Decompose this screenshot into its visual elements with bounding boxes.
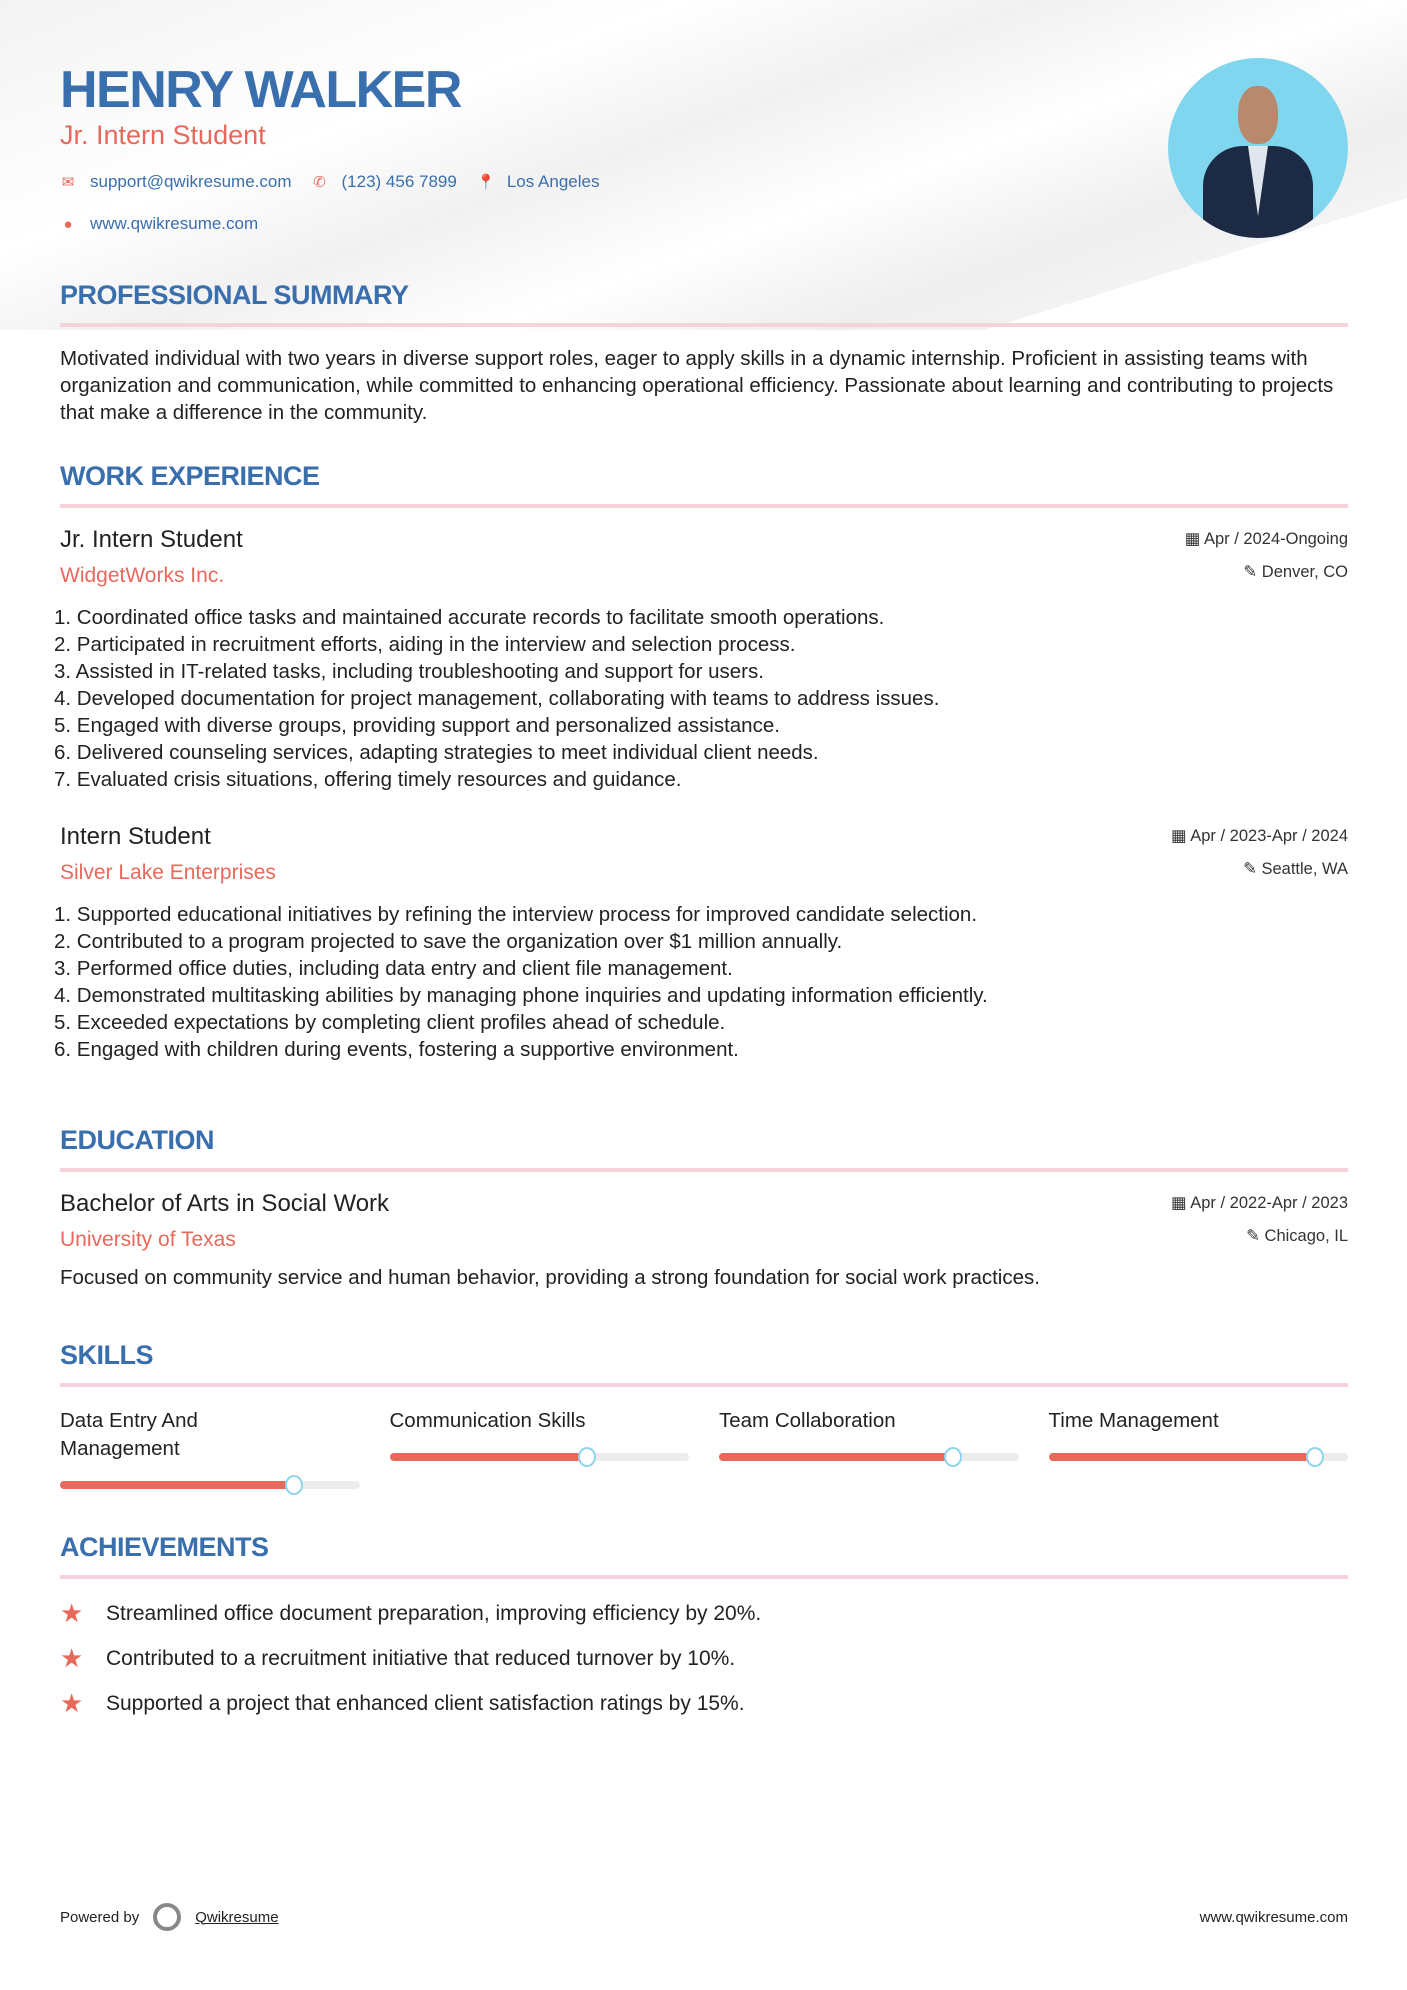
achievements-section [60,1532,1348,1726]
list-item: 1. Supported educational initiatives by refining the interview process for improved candidate selection. [54,903,978,926]
calendar-icon: ▦ [1184,530,1204,548]
list-item: 5. Engaged with diverse groups, providing support and personalized assistance. [54,714,780,737]
divider [60,504,1348,508]
footer-site-link[interactable]: www.qwikresume.com [1199,1908,1348,1926]
list-item: 6. Delivered counseling services, adapting strategies to meet individual client needs. [54,741,819,764]
company: Silver Lake Enterprises [60,861,276,884]
map-pin-icon: 📍 [476,174,496,191]
divider [60,323,1348,327]
skill-item [60,1407,360,1489]
location-text: Los Angeles [506,172,600,191]
section-heading: ACHIEVEMENTS [60,1532,269,1562]
job-title: Intern Student [60,823,211,850]
calendar-icon: ▦ [1170,1194,1191,1212]
website-link[interactable]: www.qwikresume.com [90,214,259,233]
list-item: 4. Demonstrated multitasking abilities by managing phone inquiries and updating information efficiently. [54,984,988,1007]
candidate-title: Jr. Intern Student [60,120,266,150]
section-heading: SKILLS [60,1340,154,1370]
duties-list [54,604,1348,793]
summary-section [60,280,1348,426]
skill-fill [1049,1453,1316,1461]
list-item: 1. Coordinated office tasks and maintained accurate records to facilitate smooth operations. [54,606,885,629]
skill-name: Communication Skills [389,1409,586,1432]
skill-item [719,1407,1019,1489]
list-item: 7. Evaluated crisis situations, offering timely resources and guidance. [54,768,682,791]
envelope-icon: ✉ [61,174,75,191]
list-item: 6. Engaged with children during events, fostering a supportive environment. [54,1038,739,1061]
duties-list [54,901,1348,1063]
achievement-text: Streamlined office document preparation, improving efficiency by 20%. [106,1601,762,1625]
edu-location: Chicago, IL [1264,1227,1348,1245]
skill-bar [60,1481,360,1489]
list-item: 4. Developed documentation for project management, collaborating with teams to address issues. [54,687,940,710]
profile-photo [1168,58,1348,238]
list-item: 5. Exceeded expectations by completing client profiles ahead of schedule. [54,1011,726,1034]
skill-knob [285,1475,303,1495]
skill-knob [1306,1447,1324,1467]
contact-row [60,172,599,192]
achievement-text: Supported a project that enhanced client satisfaction ratings by 15%. [106,1691,745,1715]
star-icon: ★ [60,1688,84,1718]
job-entry [54,526,1348,793]
skill-bar [390,1453,690,1461]
school: University of Texas [60,1228,236,1251]
section-heading: PROFESSIONAL SUMMARY [60,280,409,310]
skill-knob [944,1447,962,1467]
edu-date: Apr / 2022-Apr / 2023 [1190,1194,1348,1212]
divider [60,1383,1348,1387]
pin-icon: ✎ [1243,860,1262,878]
skill-fill [719,1453,953,1461]
skill-name: Time Management [1048,1409,1219,1432]
degree: Bachelor of Arts in Social Work [60,1190,390,1217]
star-icon: ★ [60,1643,84,1673]
list-item: 3. Performed office duties, including data entry and client file management. [54,957,733,980]
education-desc: Focused on community service and human behavior, providing a strong foundation for social work practices. [60,1266,1040,1289]
job-location: Denver, CO [1261,563,1348,581]
skill-name: Data Entry And Management [60,1409,198,1460]
candidate-name: HENRY WALKER [60,61,461,119]
skill-bar [1049,1453,1349,1461]
divider [60,1575,1348,1579]
skill-item [390,1407,690,1489]
section-heading: WORK EXPERIENCE [60,461,320,491]
job-date: Apr / 2023-Apr / 2024 [1190,827,1348,845]
qwikresume-logo-icon [153,1903,181,1931]
calendar-icon: ▦ [1170,827,1191,845]
phone-text: (123) 456 7899 [341,172,457,191]
globe-icon: ● [63,215,73,233]
job-location: Seattle, WA [1261,860,1348,878]
pin-icon: ✎ [1243,563,1262,581]
divider [60,1168,1348,1172]
powered-by-text: Powered by [60,1908,140,1926]
skill-name: Team Collaboration [719,1409,896,1432]
experience-section [54,461,1348,1063]
list-item: 2. Contributed to a program projected to save the organization over $1 million annually. [54,930,843,953]
list-item: 2. Participated in recruitment efforts, aiding in the interview and selection process. [54,633,796,656]
skill-item [1049,1407,1349,1489]
education-section [60,1125,1348,1291]
skill-bar [719,1453,1019,1461]
achievement-text: Contributed to a recruitment initiative that reduced turnover by 10%. [106,1646,736,1670]
job-entry [54,823,1348,1063]
email-link[interactable]: support@qwikresume.com [90,172,292,191]
summary-text: Motivated individual with two years in diverse support roles, eager to apply skills in a dynamic internship. Proficient in assisting teams with organization and communication, while committed to enhancing operational efficiency. Passionate about learning and contributing to projects that make a difference in the community. [60,347,1334,424]
skill-fill [390,1453,588,1461]
skill-knob [578,1447,596,1467]
brand-link[interactable]: Qwikresume [195,1908,279,1926]
achievement-item [60,1591,1348,1636]
achievement-item [60,1681,1348,1726]
achievement-item [60,1636,1348,1681]
list-item: 3. Assisted in IT-related tasks, including troubleshooting and support for users. [54,660,764,683]
star-icon: ★ [60,1598,84,1628]
pin-icon: ✎ [1246,1227,1265,1245]
section-heading: EDUCATION [60,1125,214,1155]
job-date: Apr / 2024-Ongoing [1203,530,1348,548]
company: WidgetWorks Inc. [60,564,225,587]
footer [60,1903,1348,1931]
skill-fill [60,1481,294,1489]
phone-icon: ✆ [313,174,326,191]
skills-section [60,1340,1348,1489]
job-title: Jr. Intern Student [60,526,243,553]
